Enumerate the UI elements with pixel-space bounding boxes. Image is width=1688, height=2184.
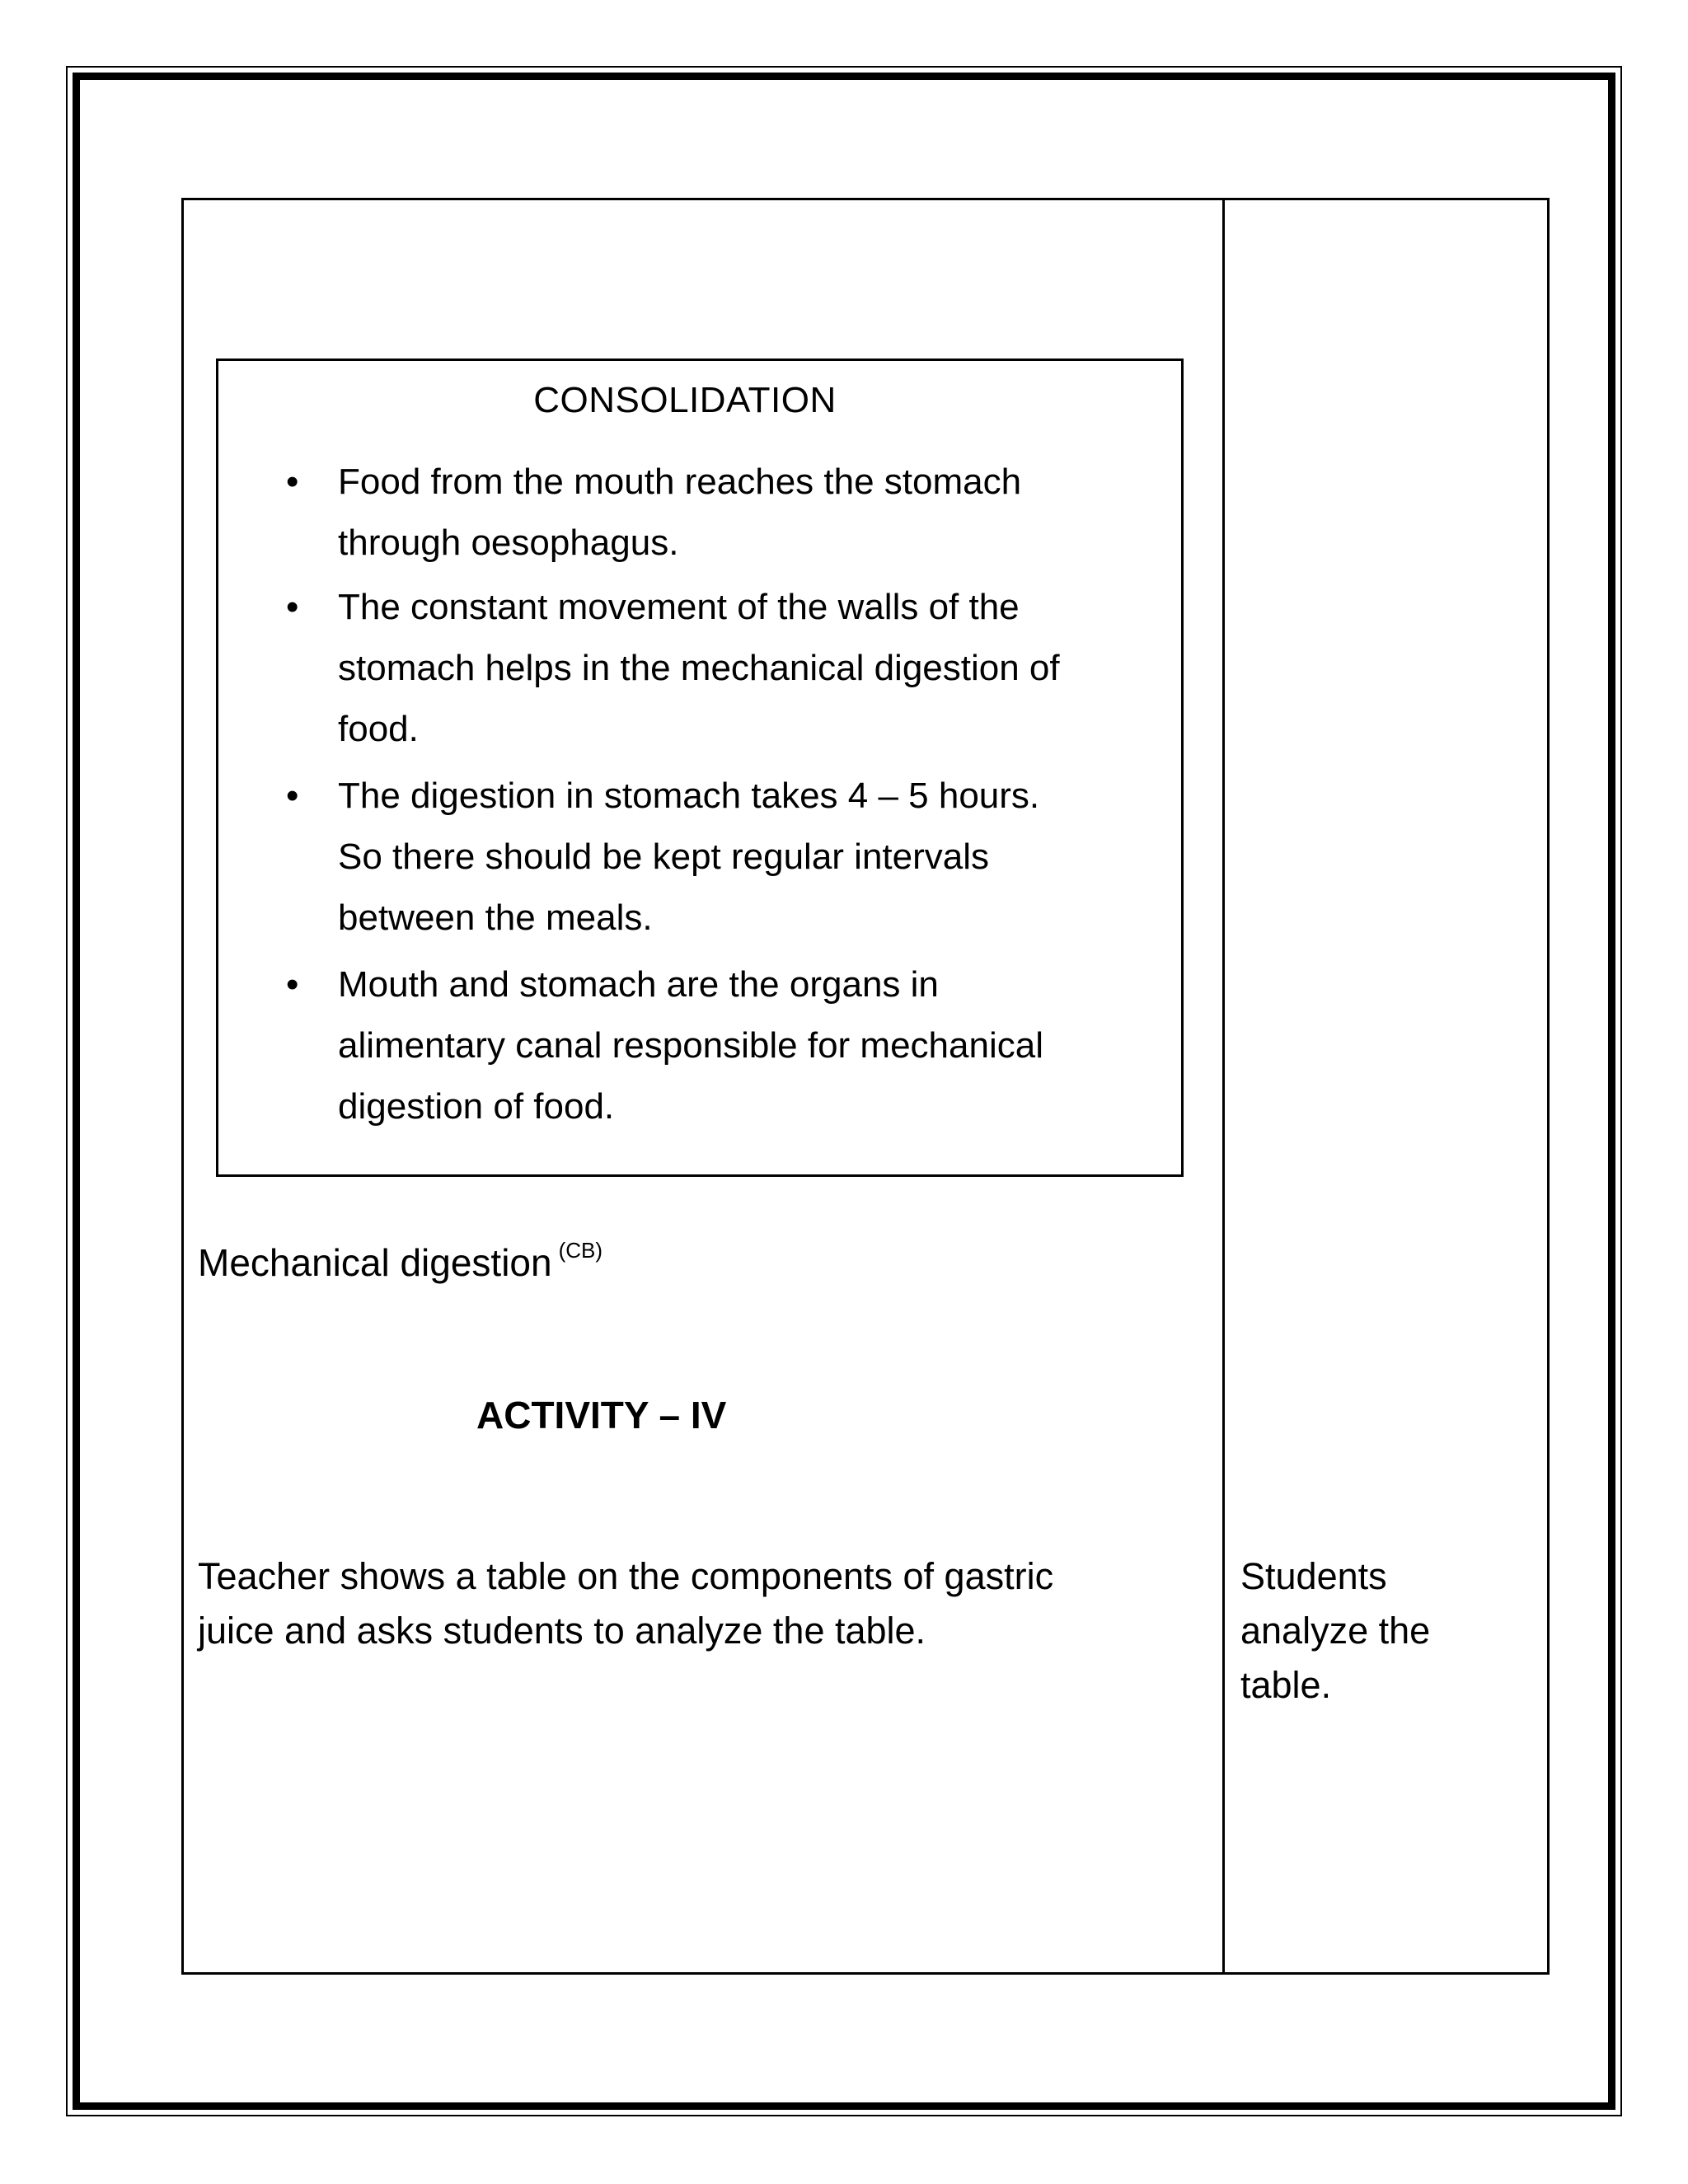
- consolidation-item-text: The digestion in stomach takes 4 – 5 hours. So there should be kept regular intervals between the meals.: [338, 776, 1040, 938]
- student-activity-text: Students analyze the table.: [1240, 1555, 1431, 1706]
- bullet-icon: •: [286, 462, 299, 502]
- activity-title: ACTIVITY – IV: [476, 1394, 727, 1436]
- teacher-activity-text: Teacher shows a table on the components of gastric juice and asks students to analyze the table.: [198, 1555, 1054, 1652]
- bullet-icon: •: [286, 964, 299, 1005]
- consolidation-item-text: The constant movement of the walls of the stomach helps in the mechanical digestion of food.: [338, 587, 1060, 749]
- section-heading: [198, 1224, 603, 1289]
- consolidation-item-text: Food from the mouth reaches the stomach through oesophagus.: [338, 462, 1022, 563]
- section-heading-text: Mechanical digestion: [198, 1241, 552, 1284]
- consolidation-title: CONSOLIDATION: [533, 380, 837, 420]
- consolidation-box: [216, 359, 1184, 1177]
- bullet-icon: •: [286, 776, 299, 816]
- section-heading-superscript: (CB): [558, 1238, 603, 1263]
- consolidation-item-text: Mouth and stomach are the organs in alimentary canal responsible for mechanical digestion of food.: [338, 964, 1043, 1127]
- table-column-divider: [1222, 198, 1225, 1975]
- bullet-icon: •: [286, 587, 299, 627]
